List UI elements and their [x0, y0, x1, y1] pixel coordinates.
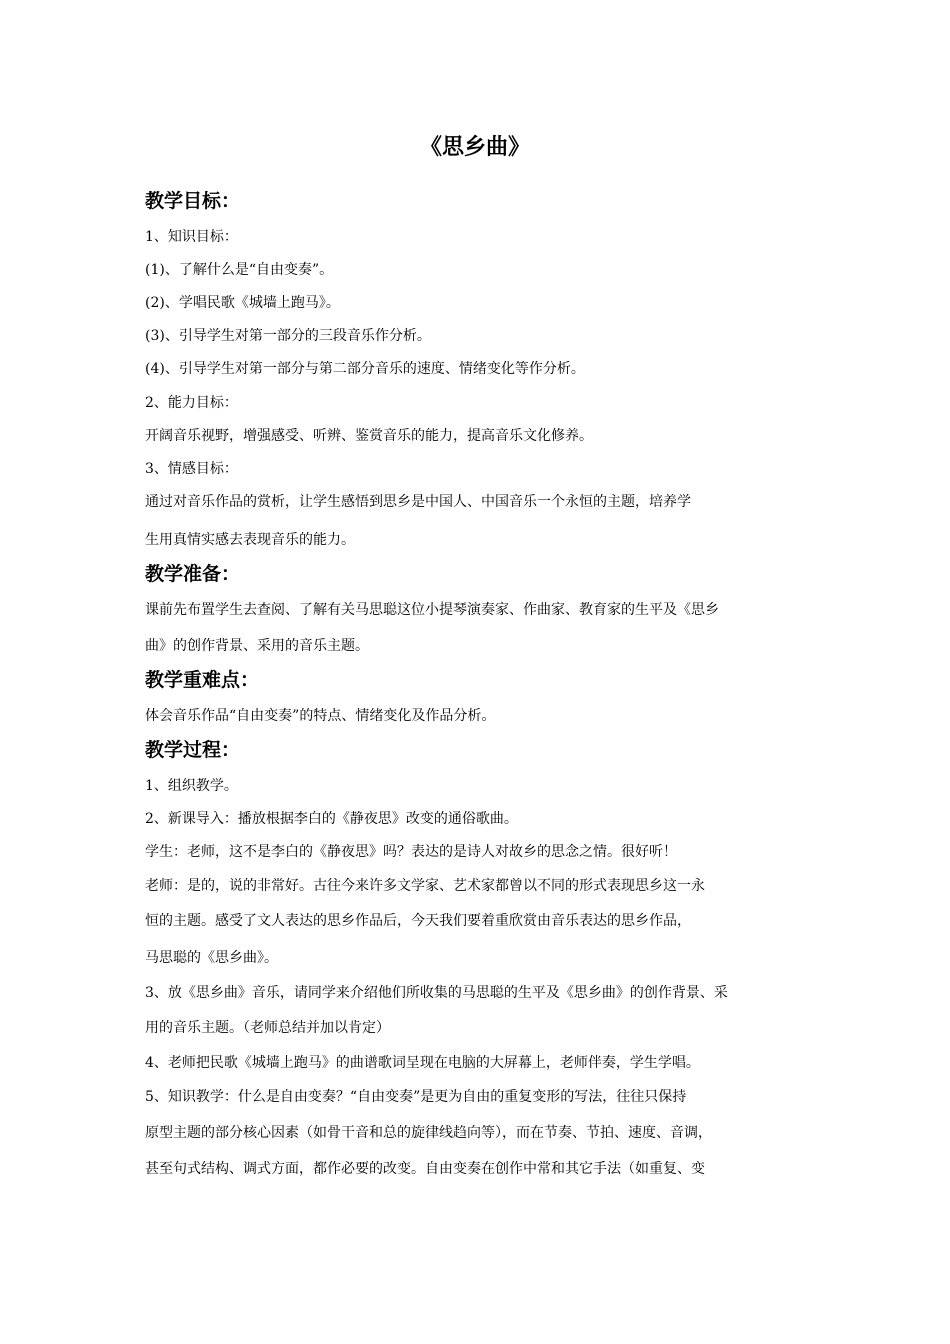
- section-heading-objectives: 教学目标：: [145, 190, 241, 212]
- paragraph-line: 学生：老师，这不是李白的《静夜思》吗？表达的是诗人对故乡的思念之情。很好听！: [145, 844, 677, 860]
- section-heading-preparation: 教学准备：: [145, 563, 241, 585]
- paragraph-line: 体会音乐作品“自由变奏”的特点、情绪变化及作品分析。: [145, 708, 496, 724]
- section-heading-process: 教学过程：: [145, 739, 241, 761]
- paragraph-line: (4)、引导学生对第一部分与第二部分音乐的速度、情绪变化等作分析。: [145, 361, 585, 377]
- paragraph-line: 4、老师把民歌《城墙上跑马》的曲谱歌词呈现在电脑的大屏幕上，老师伴奏，学生学唱。: [145, 1055, 700, 1071]
- paragraph-line: 2、能力目标：: [145, 395, 238, 411]
- paragraph-line: 原型主题的部分核心因素（如骨干音和总的旋律线趋向等），而在节奏、节拍、速度、音调，: [145, 1125, 712, 1141]
- paragraph-line: 通过对音乐作品的赏析，让学生感悟到思乡是中国人、中国音乐一个永恒的主题，培养学: [145, 494, 691, 510]
- paragraph-line: 课前先布置学生去查阅、了解有关马思聪这位小提琴演奏家、作曲家、教育家的生平及《思乡: [145, 602, 719, 618]
- paragraph-line: 3、情感目标：: [145, 461, 238, 477]
- paragraph-line: 甚至句式结构、调式方面，都作必要的改变。自由变奏在创作中常和其它手法（如重复、变: [145, 1161, 705, 1177]
- document-title: 《思乡曲》: [419, 135, 530, 160]
- paragraph-line: 开阔音乐视野，增强感受、听辨、鉴赏音乐的能力，提高音乐文化修养。: [145, 428, 593, 444]
- paragraph-line: 老师：是的，说的非常好。古往今来许多文学家、艺术家都曾以不同的形式表现思乡这一永: [145, 878, 705, 894]
- paragraph-line: 1、知识目标：: [145, 229, 238, 245]
- paragraph-line: (1)、了解什么是“自由变奏”。: [145, 262, 334, 278]
- paragraph-line: 2、新课导入：播放根据李白的《静夜思》改变的通俗歌曲。: [145, 811, 518, 827]
- paragraph-line: 马思聪的《思乡曲》。: [145, 950, 278, 966]
- paragraph-line: (2)、学唱民歌《城墙上跑马》。: [145, 295, 340, 311]
- paragraph-line: 5、知识教学：什么是自由变奏？“自由变奏”是更为自由的重复变形的写法，往往只保持: [145, 1089, 687, 1105]
- paragraph-line: 生用真情实感去表现音乐的能力。: [145, 532, 355, 548]
- paragraph-line: (3)、引导学生对第一部分的三段音乐作分析。: [145, 328, 431, 344]
- section-heading-keypoints: 教学重难点：: [145, 669, 260, 691]
- paragraph-line: 3、放《思乡曲》音乐，请同学来介绍他们所收集的马思聪的生平及《思乡曲》的创作背景、采: [145, 985, 728, 1001]
- paragraph-line: 曲》的创作背景、采用的音乐主题。: [145, 638, 369, 654]
- paragraph-line: 用的音乐主题。（老师总结并加以肯定）: [145, 1020, 390, 1036]
- paragraph-line: 1、组织教学。: [145, 778, 238, 794]
- paragraph-line: 恒的主题。感受了文人表达的思乡作品后，今天我们要着重欣赏由音乐表达的思乡作品，: [145, 913, 691, 929]
